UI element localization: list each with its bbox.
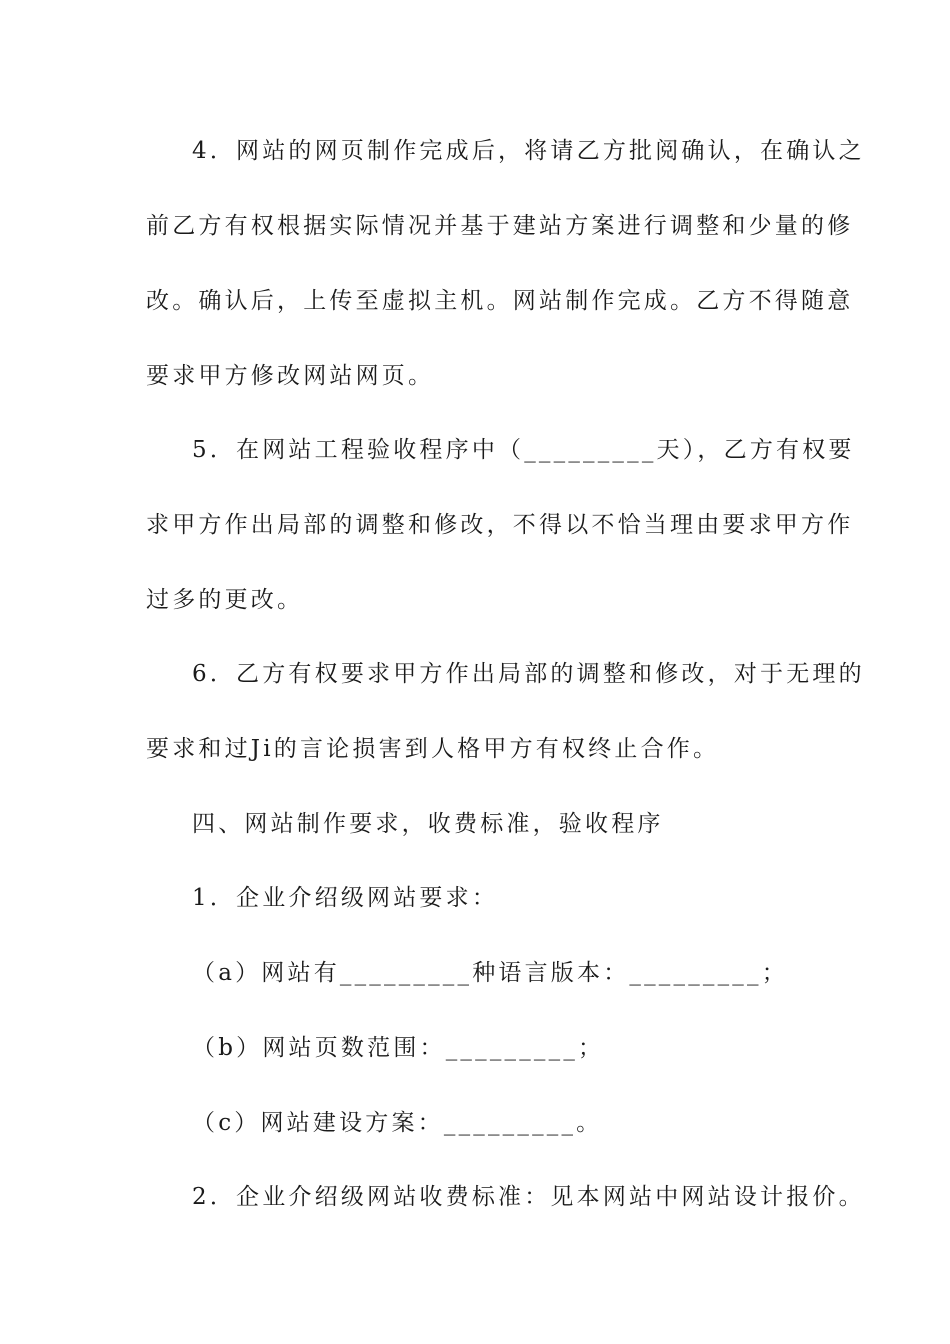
paragraph-4-line-4: 要求甲方修改网站网页。	[146, 363, 435, 389]
requirement-heading: 1．企业介绍级网站要求：	[192, 885, 499, 911]
requirement-item-c: （c）网站建设方案：_________。	[192, 1110, 603, 1136]
paragraph-5-line-1: 5．在网站工程验收程序中（_________天），乙方有权要	[192, 437, 855, 463]
paragraph-4-line-3: 改。确认后，上传至虚拟主机。网站制作完成。乙方不得随意	[146, 288, 854, 314]
paragraph-6-line-1: 6．乙方有权要求甲方作出局部的调整和修改，对于无理的	[192, 661, 865, 687]
paragraph-6-line-2: 要求和过Ji的言论损害到人格甲方有权终止合作。	[146, 736, 720, 762]
paragraph-4-line-2: 前乙方有权根据实际情况并基于建站方案进行调整和少量的修	[146, 213, 854, 239]
paragraph-5-line-3: 过多的更改。	[146, 587, 304, 613]
paragraph-4-line-1: 4．网站的网页制作完成后，将请乙方批阅确认，在确认之	[192, 138, 865, 164]
requirement-item-a: （a）网站有_________种语言版本：_________；	[192, 960, 788, 986]
section-heading: 四、网站制作要求，收费标准，验收程序	[192, 811, 664, 837]
paragraph-5-line-2: 求甲方作出局部的调整和修改，不得以不恰当理由要求甲方作	[146, 512, 854, 538]
fee-standard-line: 2．企业介绍级网站收费标准：见本网站中网站设计报价。	[192, 1184, 865, 1210]
requirement-item-b: （b）网站页数范围：_________；	[192, 1035, 605, 1061]
